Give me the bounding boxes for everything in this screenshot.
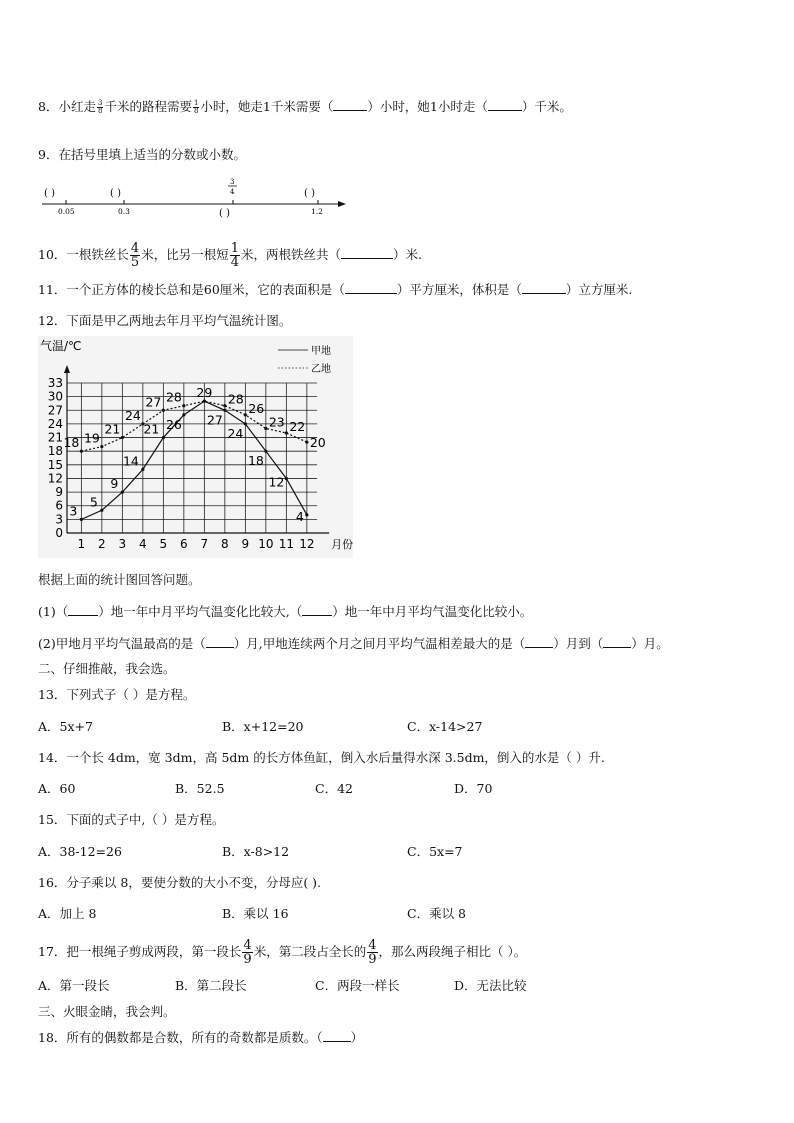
data-label: 24 bbox=[124, 407, 141, 423]
y-tick-label: 18 bbox=[47, 444, 63, 459]
option-b[interactable]: B．52.5 bbox=[175, 781, 225, 796]
data-label: 14 bbox=[122, 453, 139, 469]
question-12-part-1: (1)（ ）地一年中月平均气温变化比较大,（ ）地一年中月平均气温变化比较小。 bbox=[38, 604, 533, 619]
x-tick-label: 10 bbox=[258, 537, 274, 551]
question-15: 15．下面的式子中,（ ）是方程。 bbox=[38, 812, 225, 827]
number-line-arrow bbox=[338, 201, 346, 207]
y-tick-label: 21 bbox=[47, 430, 63, 445]
option-c[interactable]: C．乘以 8 bbox=[407, 906, 466, 921]
fraction: $\frac{1}{4}$ bbox=[230, 241, 239, 270]
data-label: 27 bbox=[145, 394, 162, 410]
data-point bbox=[244, 422, 247, 425]
data-point bbox=[121, 436, 124, 439]
fraction: $\frac{4}{9}$ bbox=[243, 938, 252, 967]
x-tick-label: 2 bbox=[98, 537, 106, 551]
y-tick-label: 15 bbox=[47, 457, 63, 472]
y-tick-label: 6 bbox=[55, 498, 63, 513]
answer-paren: ( ) bbox=[44, 188, 55, 199]
answer-paren: ( ) bbox=[110, 188, 121, 199]
option-a[interactable]: A．第一段长 bbox=[38, 978, 110, 993]
option-b[interactable]: B．乘以 16 bbox=[222, 906, 289, 921]
answer-blank[interactable] bbox=[345, 281, 397, 294]
x-tick-label: 8 bbox=[221, 537, 229, 551]
option-c[interactable]: C．两段一样长 bbox=[315, 978, 400, 993]
answer-blank[interactable] bbox=[341, 246, 393, 259]
y-tick-label: 12 bbox=[47, 471, 63, 486]
x-tick-label: 5 bbox=[159, 537, 168, 551]
option-d[interactable]: D．70 bbox=[454, 781, 493, 796]
question-9: 9．在括号里填上适当的分数或小数。 bbox=[38, 147, 246, 162]
fraction-numerator: 3 bbox=[230, 178, 235, 186]
option-b[interactable]: B．x-8>12 bbox=[222, 844, 290, 859]
y-tick-label: 30 bbox=[47, 389, 63, 404]
y-tick-label: 24 bbox=[47, 416, 63, 431]
question-18: 18．所有的偶数都是合数，所有的奇数都是质数。（ ） bbox=[38, 1030, 364, 1045]
answer-blank[interactable] bbox=[488, 98, 522, 111]
chart-background bbox=[38, 336, 353, 558]
answer-blank[interactable] bbox=[603, 635, 631, 648]
legend-label: 乙地 bbox=[311, 364, 331, 375]
data-point bbox=[223, 409, 226, 412]
answer-blank[interactable] bbox=[525, 635, 553, 648]
data-label: 20 bbox=[309, 435, 326, 451]
question-12: 12．下面是甲乙两地去年月平均气温统计图。 bbox=[38, 313, 292, 328]
data-point bbox=[264, 450, 267, 453]
data-point bbox=[182, 413, 185, 416]
data-label: 4 bbox=[295, 508, 304, 524]
answer-paren: ( ) bbox=[219, 208, 230, 219]
data-point bbox=[305, 513, 308, 516]
x-tick-label: 11 bbox=[278, 537, 294, 551]
y-axis-label: 气温/℃ bbox=[40, 339, 82, 353]
x-tick-label: 1 bbox=[77, 537, 86, 551]
data-point bbox=[305, 440, 308, 443]
data-point bbox=[162, 409, 165, 412]
y-tick-label: 27 bbox=[47, 403, 63, 418]
tick-label: 0.05 bbox=[58, 207, 75, 216]
question-12-part-2: (2)甲地月平均气温最高的是（ ）月,甲地连续两个月之间月平均气温相差最大的是（ ）月到（ ）月。 bbox=[38, 636, 669, 651]
option-b[interactable]: B．第二段长 bbox=[175, 978, 247, 993]
option-a[interactable]: A．5x+7 bbox=[38, 719, 93, 734]
data-label: 26 bbox=[248, 400, 265, 416]
option-b[interactable]: B．x+12=20 bbox=[222, 719, 304, 734]
tick-label: 1.2 bbox=[311, 207, 323, 216]
answer-blank[interactable] bbox=[522, 281, 566, 294]
data-label: 18 bbox=[63, 435, 80, 451]
data-label: 27 bbox=[206, 412, 223, 428]
option-a[interactable]: A．60 bbox=[38, 781, 76, 796]
section-heading-2: 二、仔细推敲，我会选。 bbox=[38, 661, 176, 676]
data-label: 9 bbox=[110, 476, 119, 492]
data-label: 12 bbox=[268, 474, 285, 490]
data-point bbox=[121, 490, 124, 493]
fraction: $\frac{4}{9}$ bbox=[368, 938, 377, 967]
option-c[interactable]: C．5x=7 bbox=[407, 844, 463, 859]
data-label: 21 bbox=[104, 421, 121, 437]
question-11: 11．一个正方体的棱长总和是60厘米，它的表面积是（ ）平方厘米，体积是（ ）立方厘米. bbox=[38, 282, 633, 297]
x-tick-label: 12 bbox=[299, 537, 315, 551]
answer-blank[interactable] bbox=[302, 603, 332, 616]
tick-label: 0.3 bbox=[118, 207, 130, 216]
data-label: 26 bbox=[165, 416, 182, 432]
y-tick-label: 33 bbox=[47, 376, 63, 390]
fraction: $\frac{4}{5}$ bbox=[130, 241, 140, 270]
x-tick-label: 6 bbox=[180, 537, 188, 551]
x-tick-label: 7 bbox=[200, 537, 209, 551]
question-10: 10．一根铁丝长 $\frac{4}{5}$ 米，比另一根短 $\frac{1}{4}$ 米，两根铁丝共（ ）米. bbox=[38, 241, 422, 270]
question-17: 17．把一根绳子剪成两段，第一段长 $\frac{4}{9}$ 米，第二段占全长的 $\frac{4}{9}$ ，那么两段绳子相比（ ）。 bbox=[38, 938, 527, 967]
number-line bbox=[38, 178, 358, 223]
data-point bbox=[80, 450, 83, 453]
answer-blank[interactable] bbox=[323, 1029, 351, 1042]
answer-blank[interactable] bbox=[333, 98, 367, 111]
x-axis-label: 月份 bbox=[331, 538, 353, 551]
data-point bbox=[182, 404, 185, 407]
data-label: 28 bbox=[165, 389, 182, 405]
chart-instructions: 根据上面的统计图回答问题。 bbox=[38, 572, 201, 587]
answer-blank[interactable] bbox=[68, 603, 98, 616]
data-label: 3 bbox=[69, 503, 78, 519]
y-tick-label: 3 bbox=[55, 512, 63, 527]
q8-number: 8． bbox=[38, 99, 59, 114]
y-tick-label: 9 bbox=[55, 485, 63, 500]
legend-label: 甲地 bbox=[311, 346, 331, 357]
data-point bbox=[223, 404, 226, 407]
data-point bbox=[80, 518, 83, 521]
data-label: 18 bbox=[247, 453, 264, 469]
x-tick-label: 4 bbox=[139, 537, 147, 551]
data-label: 19 bbox=[83, 430, 100, 446]
fraction-denominator: 4 bbox=[230, 188, 235, 196]
data-label: 24 bbox=[227, 425, 244, 441]
data-point bbox=[285, 477, 288, 480]
x-tick-label: 3 bbox=[118, 537, 127, 551]
data-label: 21 bbox=[143, 421, 160, 437]
data-point bbox=[141, 468, 144, 471]
option-c[interactable]: C．42 bbox=[315, 781, 353, 796]
data-label: 29 bbox=[196, 385, 213, 401]
data-point bbox=[100, 509, 103, 512]
y-tick-label: 0 bbox=[55, 526, 63, 540]
data-label: 23 bbox=[268, 414, 285, 430]
question-14: 14．一个长 4dm，宽 3dm，高 5dm 的长方体鱼缸，倒入水后量得水深 3.5dm，倒入的水是（ ）升. bbox=[38, 750, 605, 765]
data-point bbox=[162, 436, 165, 439]
data-label: 5 bbox=[89, 494, 98, 510]
data-point bbox=[100, 445, 103, 448]
option-a[interactable]: A．加上 8 bbox=[38, 906, 97, 921]
data-point bbox=[244, 413, 247, 416]
fraction: $\frac{1}{8}$ bbox=[193, 99, 199, 115]
temperature-line-chart bbox=[38, 336, 353, 558]
question-13: 13．下列式子（ ）是方程。 bbox=[38, 687, 196, 702]
fraction: $\frac{3}{8}$ bbox=[97, 99, 103, 115]
section-heading-3: 三、火眼金睛，我会判。 bbox=[38, 1004, 176, 1019]
answer-paren: ( ) bbox=[304, 188, 315, 199]
data-label: 22 bbox=[289, 419, 306, 434]
option-c[interactable]: C．x-14>27 bbox=[407, 719, 483, 734]
data-point bbox=[264, 427, 267, 430]
answer-blank[interactable] bbox=[206, 635, 234, 648]
option-d[interactable]: D．无法比较 bbox=[454, 978, 527, 993]
data-point bbox=[285, 431, 288, 434]
option-a[interactable]: A．38-12=26 bbox=[38, 844, 122, 859]
question-16: 16．分子乘以 8，要使分数的大小不变，分母应( ). bbox=[38, 875, 322, 890]
question-8: 8．小红走 $\frac{3}{8}$ 千米的路程需要 $\frac{1}{8}$ 小时，她走1千米需要（ ）小时，她1小时走（ ）千米。 bbox=[38, 99, 572, 115]
x-tick-label: 9 bbox=[241, 537, 250, 551]
data-label: 28 bbox=[227, 391, 244, 407]
